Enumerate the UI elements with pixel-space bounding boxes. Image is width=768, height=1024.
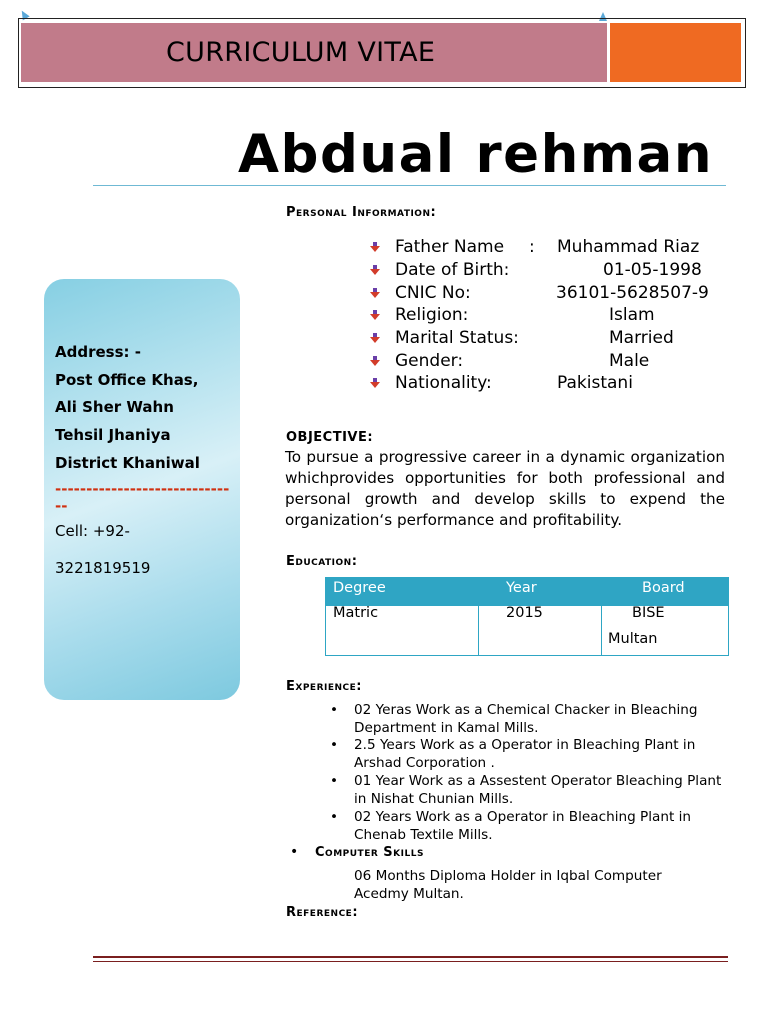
bullet-icon: •: [330, 773, 339, 789]
bullet-icon: •: [330, 702, 339, 718]
footer-rule: [93, 961, 728, 962]
arrow-bullet-icon: [370, 310, 380, 320]
personal-row-dob: [370, 259, 730, 281]
personal-label: Gender:: [395, 351, 464, 371]
address-line: Tehsil Jhaniya: [55, 426, 171, 444]
personal-value: 36101-5628507-9: [556, 283, 709, 303]
personal-label: Nationality:: [395, 373, 492, 393]
cell-board: BISE: [632, 605, 665, 621]
bullet-icon: •: [330, 809, 339, 825]
personal-value: Pakistani: [557, 373, 633, 393]
experience-item: [330, 773, 722, 808]
candidate-name: Abdual rehman: [238, 124, 714, 185]
arrow-bullet-icon: [370, 333, 380, 343]
personal-value: Male: [609, 351, 650, 371]
cell-degree: Matric: [333, 605, 379, 621]
column-header-board: Board: [642, 580, 685, 596]
skills-heading: Computer Skills: [315, 845, 424, 860]
personal-row-cnic: [370, 282, 730, 304]
personal-row-marital: [370, 327, 730, 349]
personal-row-father: [370, 236, 730, 258]
column-divider: [601, 606, 602, 655]
experience-item: [330, 809, 710, 844]
cell-board-city: Multan: [608, 631, 658, 647]
personal-info-heading: Personal Information:: [286, 205, 437, 220]
address-label: Address: -: [55, 343, 141, 361]
experience-text: 2.5 Years Work as a Operator in Bleaching Plant in Arshad Corporation .: [354, 737, 696, 771]
reference-heading: Reference:: [286, 905, 359, 920]
objective-heading: OBJECTIVE:: [286, 430, 374, 445]
arrow-bullet-icon: [370, 265, 380, 275]
personal-value: 01-05-1998: [603, 260, 702, 280]
cell-label: Cell: +92-: [55, 522, 130, 540]
bullet-icon: •: [290, 844, 299, 860]
bullet-icon: •: [330, 737, 339, 753]
personal-label: Father Name: [395, 237, 505, 257]
cell-number: 3221819519: [55, 559, 151, 577]
personal-value: Islam: [609, 305, 655, 325]
column-header-year: Year: [506, 580, 537, 596]
address-line: District Khaniwal: [55, 454, 200, 472]
experience-text: 02 Years Work as a Operator in Bleaching Plant in Chenab Textile Mills.: [354, 809, 692, 843]
arrow-bullet-icon: [370, 378, 380, 388]
personal-label: Marital Status:: [395, 328, 519, 348]
address-line: Ali Sher Wahn: [55, 398, 174, 416]
header-accent-block: [610, 23, 741, 82]
experience-heading: Experience:: [286, 679, 362, 694]
arrow-bullet-icon: [370, 242, 380, 252]
education-heading: Education:: [286, 554, 358, 569]
experience-text: 01 Year Work as a Assestent Operator Bleaching Plant in Nishat Chunian Mills.: [354, 773, 722, 807]
arrow-bullet-icon: [370, 356, 380, 366]
personal-separator: :: [529, 237, 535, 257]
cell-year: 2015: [506, 605, 543, 621]
footer-rule: [93, 956, 728, 958]
personal-label: Date of Birth:: [395, 260, 510, 280]
experience-item: [330, 702, 710, 737]
personal-label: Religion:: [395, 305, 469, 325]
personal-label: CNIC No:: [395, 283, 471, 303]
personal-value: Married: [609, 328, 674, 348]
objective-text: To pursue a progressive career in a dynamic organization whichprovides opportunities for both professional and personal growth and develop skills to expend the organization‘s performance and profitability.: [285, 448, 725, 529]
document-title: CURRICULUM VITAE: [166, 37, 436, 68]
sidebar-divider-dashes: ------------------------------: [55, 481, 230, 513]
personal-row-nationality: [370, 372, 730, 394]
personal-row-gender: [370, 350, 730, 372]
column-header-degree: Degree: [333, 580, 386, 596]
skills-text: 06 Months Diploma Holder in Iqbal Computer Acedmy Multan.: [354, 868, 662, 902]
personal-value: Muhammad Riaz: [557, 237, 700, 257]
arrow-bullet-icon: [370, 288, 380, 298]
name-underline: [93, 185, 726, 186]
experience-text: 02 Yeras Work as a Chemical Chacker in Bleaching Department in Kamal Mills.: [354, 702, 698, 736]
education-table: [325, 577, 729, 656]
column-divider: [478, 606, 479, 655]
personal-row-religion: [370, 304, 730, 326]
experience-item: [330, 737, 710, 772]
address-line: Post Office Khas,: [55, 371, 199, 389]
